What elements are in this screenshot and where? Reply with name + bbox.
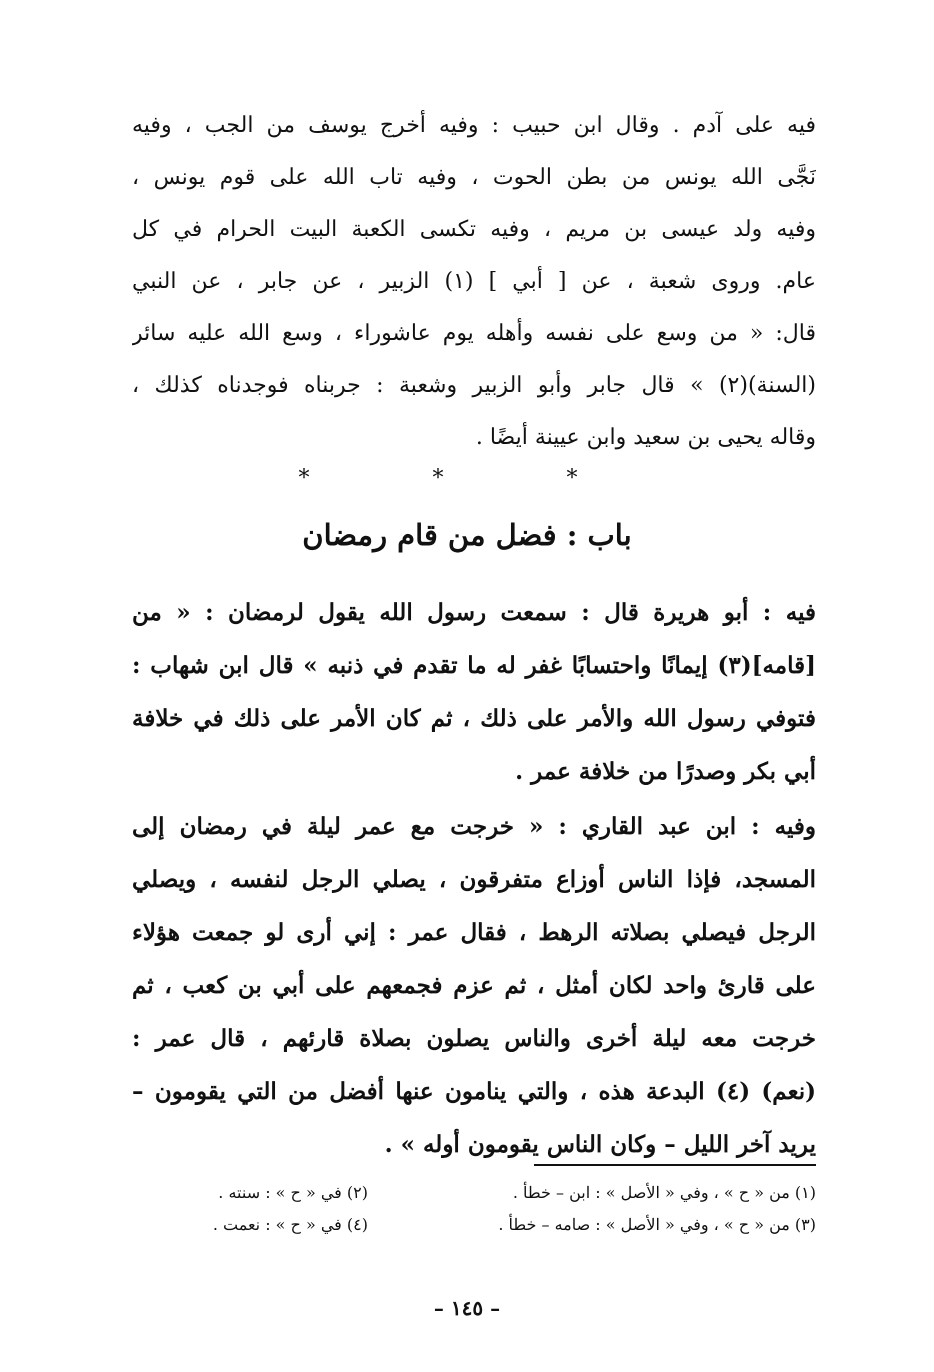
footnote-2: (٢) في « ح » : سنته .: [218, 1183, 368, 1202]
text-line: نَجَّى الله يونس من بطن الحوت ، وفيه تاب الله على قوم يونس ،: [132, 165, 816, 190]
text-line: يريد آخر الليل – وكان الناس يقومون أوله » .: [384, 1131, 816, 1158]
text-line: الرجل فيصلي بصلاته الرهط ، فقال عمر : إني أرى لو جمعت هؤلاء: [132, 919, 816, 946]
text-line: وفيه ولد عيسى بن مريم ، وفيه تكسى الكعبة البيت الحرام في كل: [132, 217, 816, 242]
text-line: فتوفي رسول الله والأمر على ذلك ، ثم كان الأمر على ذلك في خلافة: [132, 705, 816, 732]
paragraph-ibn-abd-al-qari: [132, 800, 816, 1171]
text-line: أبي بكر وصدرًا من خلافة عمر .: [515, 758, 816, 785]
paragraph-abu-hurayra: [132, 586, 816, 798]
footnote-1: (١) من « ح » ، وفي « الأصل » : ابن – خطأ .: [512, 1183, 816, 1202]
footnote-divider: [534, 1164, 816, 1166]
text-line: على قارئ واحد لكان أمثل ، ثم عزم فجمعهم على أبي بن كعب ، ثم: [132, 972, 816, 999]
text-line: وقاله يحيى بن سعيد وابن عيينة أيضًا .: [475, 425, 816, 450]
text-line: المسجد، فإذا الناس أوزاع متفرقون ، يصلي الرجل لنفسه ، ويصلي: [132, 866, 816, 893]
text-line: خرجت معه ليلة أخرى والناس يصلون بصلاة قارئهم ، قال عمر :: [132, 1025, 816, 1052]
section-separator: * * *: [298, 466, 636, 491]
footnote-4: (٤) في « ح » : نعمت .: [212, 1215, 368, 1234]
text-line: وفيه : ابن عبد القاري : « خرجت مع عمر ليلة في رمضان إلى: [132, 813, 816, 840]
text-line: [قامه](٣) إيمانًا واحتسابًا غفر له ما تقدم في ذنبه » قال ابن شهاب :: [132, 652, 816, 679]
page-number: – ١٤٥ –: [433, 1296, 501, 1320]
text-line: (السنة)(٢) » قال جابر وأبو الزبير وشعبة : جربناه فوجدناه كذلك ،: [132, 373, 816, 398]
paragraph-day-of-ashura: [132, 100, 816, 464]
text-line: قال: « من وسع على نفسه وأهله يوم عاشوراء ، وسع الله عليه سائر: [132, 321, 816, 346]
text-line: فيه : أبو هريرة قال : سمعت رسول الله يقول لرمضان : « من: [132, 599, 816, 626]
chapter-heading: باب : فضل من قام رمضان: [302, 518, 632, 552]
text-line: عام. وروى شعبة ، عن [ أبي ] (١) الزبير ، عن جابر ، عن النبي: [132, 269, 816, 294]
text-line: فيه على آدم . وقال ابن حبيب : وفيه أخرج يوسف من الجب ، وفيه: [132, 113, 816, 138]
text-line: (نعم) (٤) البدعة هذه ، والتي ينامون عنها أفضل من التي يقومون –: [132, 1078, 816, 1105]
footnote-3: (٣) من « ح » ، وفي « الأصل » : صامه – خطأ .: [498, 1215, 816, 1234]
